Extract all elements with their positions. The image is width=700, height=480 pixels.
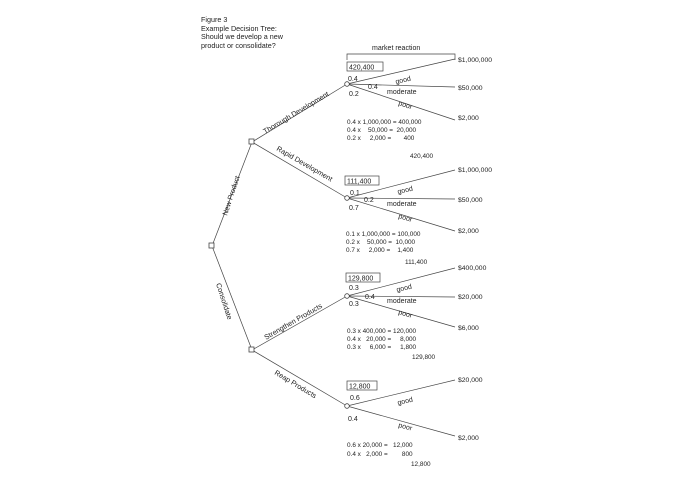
chance-node [345,294,350,299]
market-reaction-bracket [347,54,455,60]
outcome-poor: poor [397,100,413,112]
calc-line-1: 0.4 x 1,000,000 = 400,000 [347,119,422,126]
branch-line-consolidate [212,246,252,350]
option-label-thorough: Thorough Development [261,89,331,136]
option-label-reap: Reap Products [272,367,319,401]
figure-title: Figure 3 [201,15,228,24]
prob-good: 0.3 [349,285,359,292]
payoff-poor: $2,000 [458,435,479,442]
branch-line-reap [252,350,347,406]
root-decision-node [209,243,214,248]
decision-node-new-product [249,139,254,144]
calc-line-3: 0.3 x 6,000 = 1,800 [347,344,417,351]
calc-line-2: 0.4 x 50,000 = 20,000 [347,127,417,134]
payoff-moderate: $50,000 [458,197,483,204]
outcome-good: good [394,75,412,86]
branch-line-rapid [252,142,347,198]
prob-poor: 0.3 [349,301,359,308]
payoff-poor: $2,000 [458,115,479,122]
prob-good: 0.1 [350,190,360,197]
calc-line-3: 0.2 x 2,000 = 400 [347,135,415,142]
outcome-moderate: moderate [387,201,417,208]
prob-moderate: 0.4 [365,294,375,301]
market-reaction-label: market reaction [372,45,421,52]
option-strengthen [345,265,487,361]
outcome-poor: poor [397,422,413,433]
payoff-good: $400,000 [458,265,487,272]
outcome-poor: poor [397,213,413,225]
prob-poor: 0.4 [348,416,358,423]
outcome-moderate: moderate [387,89,417,96]
outcome-poor: poor [397,309,413,320]
ev-value: 420,400 [349,64,375,72]
outcome-line-moderate [347,296,455,297]
calc-line-2: 0.4 x 20,000 = 8,000 [347,336,417,343]
payoff-moderate: $50,000 [458,85,483,92]
calc-total: 111,400 [405,259,428,266]
calc-total: 129,800 [412,354,436,361]
option-thorough [345,57,493,160]
outcome-good: good [396,185,414,196]
branch-label-consolidate: Consolidate [214,281,235,321]
outcome-moderate: moderate [387,298,417,305]
outcome-good: good [395,283,413,294]
outcome-line-poor [347,406,455,436]
figure-subtitle-line2: Should we develop a new [201,32,283,41]
calc-line-2: 0.2 x 50,000 = 10,000 [346,239,416,246]
prob-poor: 0.7 [349,205,359,212]
ev-value: 129,800 [348,275,374,283]
branch-label-new-product: New Product [220,174,242,217]
calc-line-1: 0.6 x 20,000 = 12,000 [347,442,413,449]
calc-line-3: 0.7 x 2,000 = 1,400 [346,247,414,254]
calc-line-1: 0.3 x 400,000 = 120,000 [347,328,417,335]
prob-moderate: 0.4 [368,84,378,91]
option-label-strengthen: Strengthen Products [262,301,324,342]
figure-subtitle-line3: product or consolidate? [201,40,276,50]
prob-good: 0.6 [350,395,360,402]
ev-value: 12,800 [349,383,371,391]
outcome-good: good [396,396,414,407]
chance-node [345,404,350,409]
payoff-good: $1,000,000 [458,57,493,64]
chance-node [345,196,350,201]
figure-subtitle-line1: Example Decision Tree: [201,23,277,33]
decision-node-consolidate [249,347,254,352]
payoff-good: $20,000 [458,377,483,384]
calc-line-2: 0.4 x 2,000 = 800 [347,451,413,458]
payoff-poor: $2,000 [458,228,479,235]
option-label-rapid: Rapid Development [275,143,335,184]
payoff-good: $1,000,000 [458,167,493,174]
prob-good: 0.4 [348,76,358,83]
ev-value: 111,400 [347,178,372,186]
option-rapid [345,167,493,266]
calc-total: 12,800 [411,461,431,468]
prob-poor: 0.2 [349,91,359,98]
prob-moderate: 0.2 [364,197,374,204]
calc-line-1: 0.1 x 1,000,000 = 100,000 [346,231,421,238]
option-reap [345,377,483,468]
calc-total: 420,400 [410,153,434,160]
payoff-moderate: $20,000 [458,294,483,301]
payoff-poor: $6,000 [458,325,479,332]
